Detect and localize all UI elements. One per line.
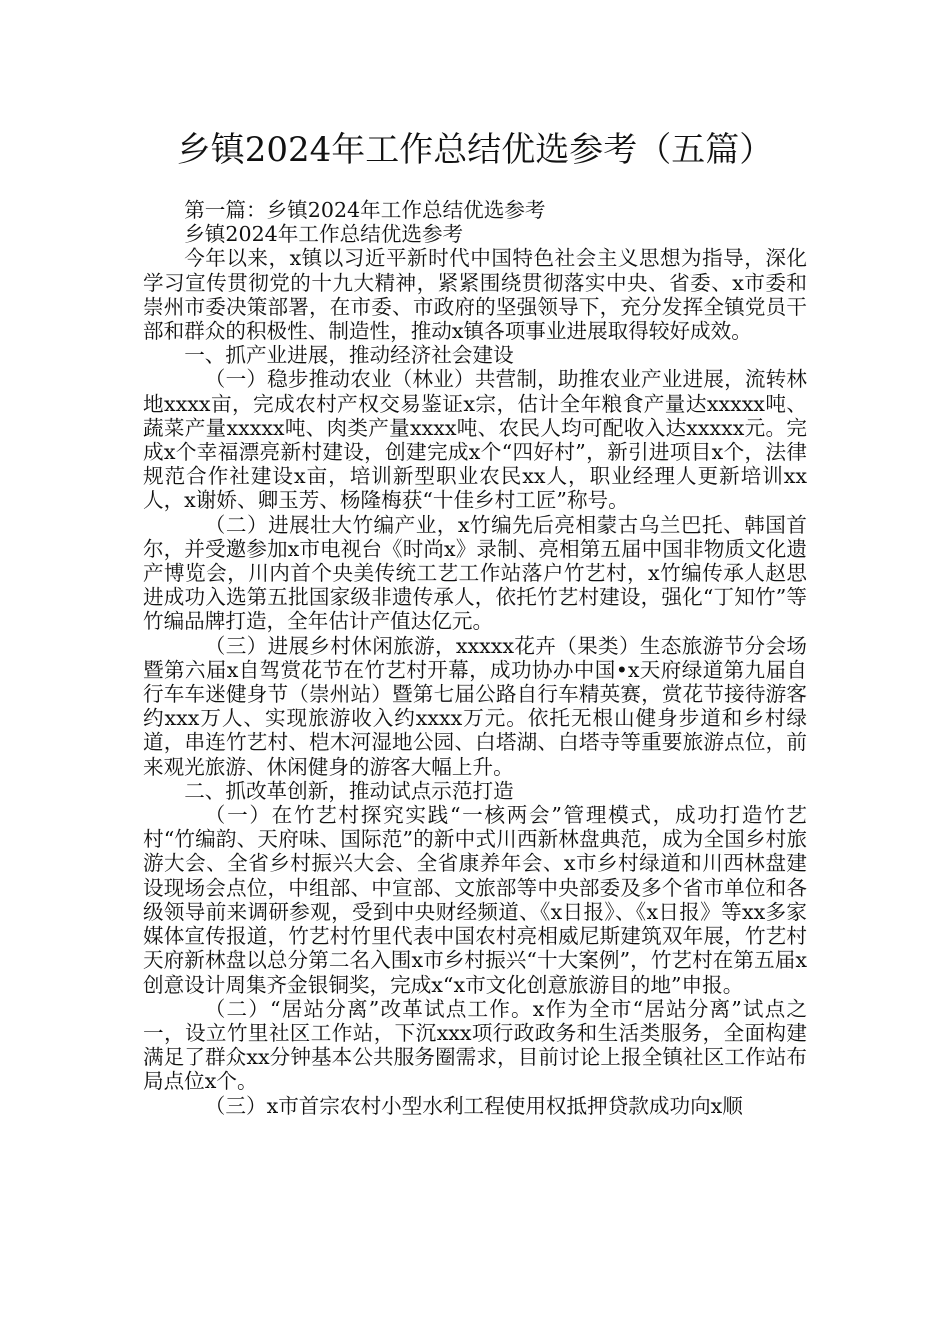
paragraph: 乡镇2024年工作总结优选参考 [184, 222, 464, 247]
paragraph: （二）进展壮大竹编产业，x竹编先后亮相蒙古乌兰巴托、韩国首尔，并受邀参加x市电视台《时尚x》录制、亮相第五届中国非物质文化遗产博览会，川内首个央美传统工艺工作站落户竹艺村，x竹编传承人赵思进成功入选第五批国家级非遗传承人，依托竹艺村建设，强化“丁知竹”等竹编品牌打造，全年估计产值达亿元。 [143, 512, 807, 634]
paragraph: 第一篇：乡镇2024年工作总结优选参考 [184, 198, 546, 222]
paragraph: （三）进展乡村休闲旅游，xxxxx花卉（果类）生态旅游节分会场暨第六届x自驾赏花节在竹艺村开幕，成功协办中国•x天府绿道第九届自行车车迷健身节（崇州站）暨第七届公路自行车精英赛，赏花节接待游客约xxx万人、实现旅游收入约xxxx万元。依托无根山健身步道和乡村绿道，串连竹艺村、桤木河湿地公园、白塔湖、白塔寺等重要旅游点位，前来观光旅游、休闲健身的游客大幅上升。 [143, 633, 807, 779]
document-body [143, 198, 807, 1118]
document-title: 乡镇2024年工作总结优选参考（五篇） [176, 130, 774, 170]
paragraph: （一）在竹艺村探究实践“一核两会”管理模式，成功打造竹艺村“竹编韵、天府味、国际范”的新中式川西新林盘典范，成为全国乡村旅游大会、全省乡村振兴大会、全省康养年会、x市乡村绿道和川西林盘建设现场会点位，中组部、中宣部、文旅部等中央部委及多个省市单位和各级领导前来调研参观，受到中央财经频道、《x日报》、《x日报》等xx多家媒体宣传报道，竹艺村竹里代表中国农村亮相威尼斯建筑双年展，竹艺村天府新林盘以总分第二名入围x市乡村振兴“十大案例”，竹艺村在第五届x创意设计周集齐金银铜奖，完成x“x市文化创意旅游目的地”申报。 [143, 803, 807, 997]
paragraph: 今年以来，x镇以习近平新时代中国特色社会主义思想为指导，深化学习宣传贯彻党的十九大精神，紧紧围绕贯彻落实中央、省委、x市委和崇州市委决策部署，在市委、市政府的坚强领导下，充分发挥全镇党员干部和群众的积极性、制造性，推动x镇各项事业进展取得较好成效。 [143, 246, 807, 344]
paragraph: （三）x市首宗农村小型水利工程使用权抵押贷款成功向x顺 [204, 1093, 743, 1118]
paragraph: 二、抓改革创新，推动试点示范打造 [184, 778, 514, 803]
paragraph: （二）“居站分离”改革试点工作。x作为全市“居站分离”试点之一，设立竹里社区工作站，下沉xxx项行政政务和生活类服务，全面构建满足了群众xx分钟基本公共服务圈需求，目前讨论上报全镇社区工作站布局点位x个。 [143, 996, 807, 1094]
paragraph: 一、抓产业进展，推动经济社会建设 [184, 343, 514, 368]
paragraph: （一）稳步推动农业（林业）共营制，助推农业产业进展，流转林地xxxx亩，完成农村产权交易鉴证x宗，估计全年粮食产量达xxxxx吨、蔬菜产量xxxxx吨、肉类产量xxxx吨、农民人均可配收入达xxxxx元。完成x个幸福漂亮新村建设，创建完成x个“四好村”，新引进项目x个，法律规范合作社建设x亩，培训新型职业农民xx人，职业经理人更新培训xx人，x谢娇、卿玉芳、杨隆梅获“十佳乡村工匠”称号。 [143, 367, 807, 513]
